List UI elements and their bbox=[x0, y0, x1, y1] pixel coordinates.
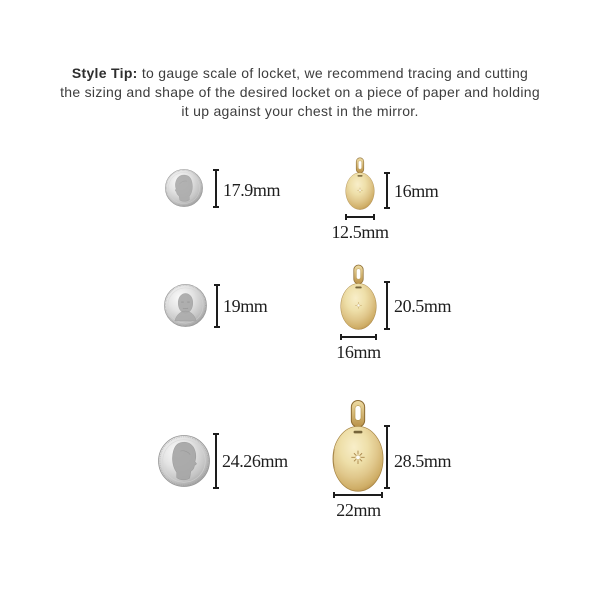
locket-image-large bbox=[332, 399, 384, 492]
locket-height-label: 20.5mm bbox=[394, 296, 452, 316]
coin-diameter-label: 19mm bbox=[223, 296, 268, 316]
locket-height-line bbox=[386, 425, 388, 489]
locket-width-line bbox=[340, 336, 377, 338]
locket-width-label: 22mm bbox=[336, 500, 381, 520]
locket-height-label: 28.5mm bbox=[394, 451, 452, 471]
style-tip-paragraph bbox=[60, 64, 540, 121]
style-tip-label: Style Tip: bbox=[71, 65, 138, 81]
locket-width-line bbox=[345, 216, 375, 218]
locket-image-medium bbox=[340, 264, 377, 330]
style-tip-text: to gauge scale of locket, we recommend tracing and cutting the sizing and shape of the desired locket on a piece of paper and holding it up against your chest in the mirror. bbox=[60, 65, 540, 119]
coin-diameter-label: 17.9mm bbox=[223, 180, 281, 200]
locket-width-label: 12.5mm bbox=[331, 222, 389, 242]
locket-height-line bbox=[386, 172, 388, 209]
locket-height-line bbox=[386, 281, 388, 330]
locket-width-line bbox=[333, 494, 383, 496]
locket-width-label: 16mm bbox=[336, 342, 381, 362]
coin-height-line bbox=[216, 284, 218, 328]
nickel-coin-image bbox=[164, 284, 207, 327]
coin-height-line bbox=[215, 433, 217, 489]
coin-height-line bbox=[215, 169, 217, 208]
locket-image-small bbox=[345, 157, 375, 210]
locket-height-label: 16mm bbox=[394, 181, 439, 201]
dime-coin-image bbox=[165, 169, 203, 207]
quarter-coin-image bbox=[158, 435, 210, 487]
coin-diameter-label: 24.26mm bbox=[222, 451, 288, 471]
